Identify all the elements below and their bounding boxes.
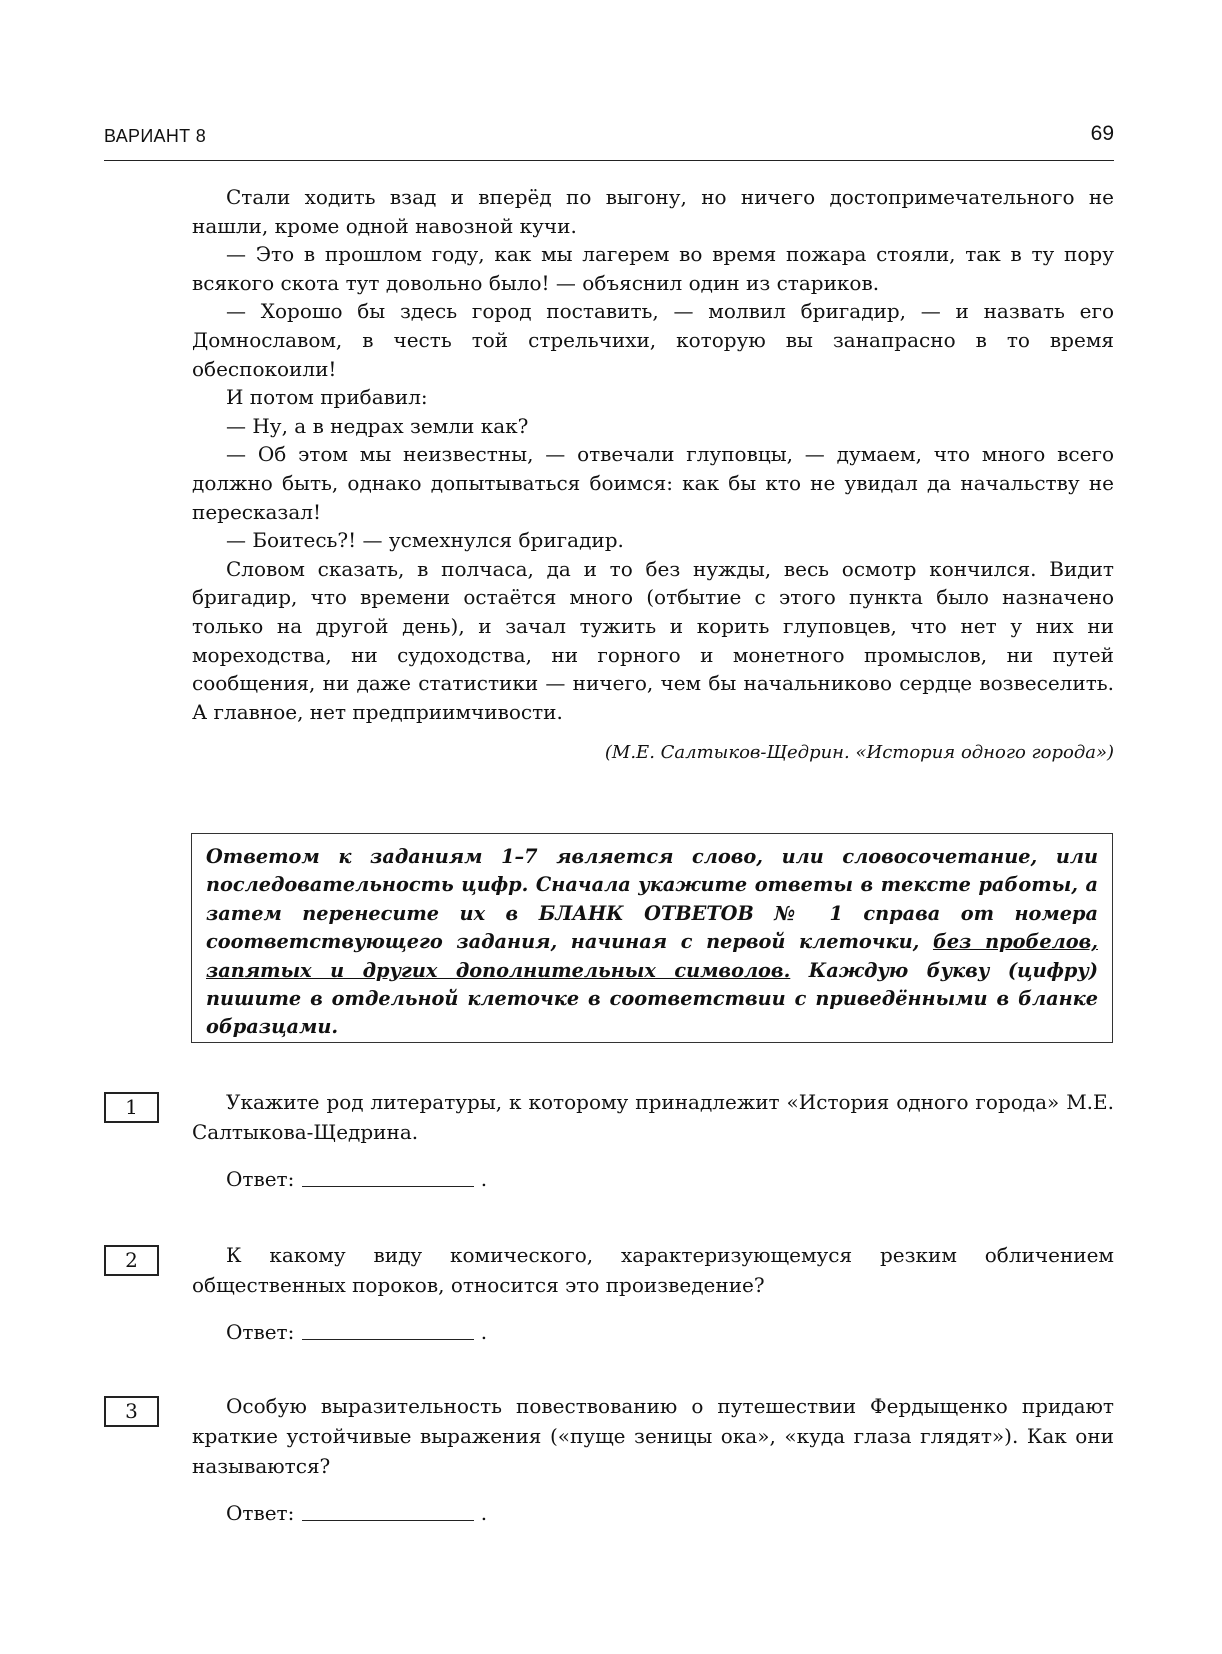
- instruction-box: [191, 833, 1113, 1043]
- answer-row: [226, 1167, 487, 1191]
- task-question-text: Укажите род литературы, к которому принадлежит «История одного города» М.Е. Салтыкова-Щедрина.: [192, 1090, 1114, 1144]
- literary-passage: [192, 183, 1114, 726]
- answer-field[interactable]: [302, 1506, 474, 1521]
- task-number-box: 1: [104, 1092, 159, 1123]
- passage-paragraph: И потом прибавил:: [226, 385, 428, 410]
- variant-title: ВАРИАНТ 8: [104, 126, 207, 146]
- task-question: [192, 1391, 1114, 1481]
- passage-paragraph: — Хорошо бы здесь город поставить, — молвил бригадир, — и назвать его Домнославом, в честь той стрельчихи, которую вы занапрасно в то время обеспокоили!: [192, 299, 1114, 381]
- task-question-text: Особую выразительность повествованию о путешествии Фердыщенко придают краткие устойчивые выражения («пуще зеницы ока», «куда глаза глядят»). Как они называются?: [192, 1394, 1114, 1478]
- passage-paragraph: Стали ходить взад и вперёд по выгону, но ничего достопримечательного не нашли, кроме одной навозной кучи.: [192, 185, 1114, 238]
- instruction-text: Ответом к заданиям 1–7 является слово, или словосочетание, или последовательность цифр. Сначала укажите ответы в тексте работы, а затем перенесите их в БЛАНК ОТВЕТОВ № 1 справа от номера соответствующего задания, начиная с первой клеточки,: [206, 845, 1098, 954]
- page-header: [104, 122, 1114, 161]
- answer-end: .: [480, 1167, 488, 1191]
- answer-label: Ответ:: [226, 1320, 295, 1344]
- page-number: 69: [1090, 122, 1114, 145]
- answer-field[interactable]: [302, 1172, 474, 1187]
- answer-row: [226, 1320, 487, 1344]
- passage-paragraph: — Это в прошлом году, как мы лагерем во время пожара стояли, так в ту пору всякого скота тут довольно было! — объяснил один из стариков.: [192, 242, 1114, 295]
- task-question-text: К какому виду комического, характеризующемуся резким обличением общественных пороков, относится это произведение?: [192, 1243, 1114, 1297]
- task-question: [192, 1240, 1114, 1300]
- task-number-box: 3: [104, 1396, 159, 1427]
- passage-paragraph: — Ну, а в недрах земли как?: [226, 413, 529, 438]
- task-question: [192, 1087, 1114, 1147]
- answer-end: .: [480, 1320, 488, 1344]
- answer-end: .: [480, 1501, 488, 1525]
- task-number-box: 2: [104, 1245, 159, 1276]
- instruction-text-end: Каждую букву (цифру) пишите в отдельной клеточке в соответствии с приведёнными в бланке образцами.: [206, 958, 1098, 1039]
- instruction-underlined: без пробелов, запятых и других дополнительных символов.: [206, 930, 1098, 982]
- passage-paragraph: — Об этом мы неизвестны, — отвечали глуповцы, — думаем, что много всего должно быть, однако допытываться боимся: как бы кто не увидал да начальству не пересказал!: [192, 442, 1114, 524]
- answer-label: Ответ:: [226, 1167, 295, 1191]
- answer-label: Ответ:: [226, 1501, 295, 1525]
- answer-field[interactable]: [302, 1325, 474, 1340]
- passage-paragraph: — Боитесь?! — усмехнулся бригадир.: [226, 528, 624, 553]
- answer-row: [226, 1501, 487, 1525]
- passage-paragraph: Словом сказать, в полчаса, да и то без нужды, весь осмотр кончился. Видит бригадир, что времени остаётся много (отбытие с этого пункта было назначено только на другой день), и зачал тужить и корить глуповцев, что нет у них ни мореходства, ни судоходства, ни горного и монетного промыслов, ни путей сообщения, ни даже статистики — ничего, чем бы начальниково сердце возвеселить. А главное, нет предприимчивости.: [192, 556, 1114, 724]
- passage-attribution: (М.Е. Салтыков-Щедрин. «История одного города»): [604, 742, 1114, 763]
